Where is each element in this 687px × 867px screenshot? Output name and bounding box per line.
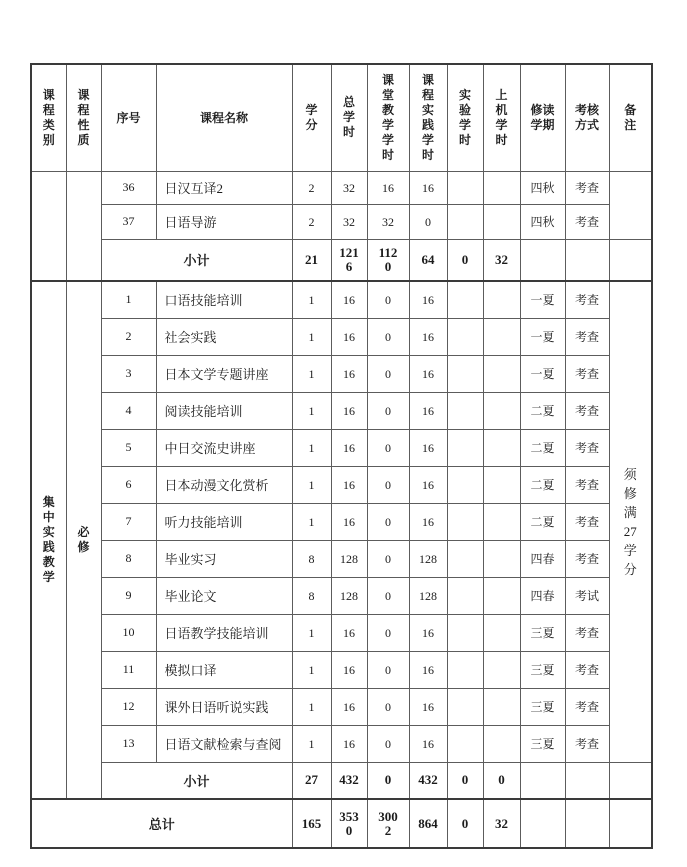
cell-course-name: 毕业论文 bbox=[156, 577, 292, 614]
cell-assessment: 考查 bbox=[565, 725, 609, 762]
cell-total-hours: 16 bbox=[331, 503, 367, 540]
cell-seq: 1 bbox=[101, 281, 156, 318]
cell-seq: 5 bbox=[101, 429, 156, 466]
cell-seq: 8 bbox=[101, 540, 156, 577]
cell-seq: 4 bbox=[101, 392, 156, 429]
cell-assessment: 考查 bbox=[565, 651, 609, 688]
cell-classroom-hours: 32 bbox=[367, 204, 409, 239]
cell-computer-hours bbox=[483, 281, 520, 318]
cell-assessment: 考查 bbox=[565, 281, 609, 318]
cell-credits: 2 bbox=[292, 171, 331, 204]
cell-term bbox=[520, 239, 565, 281]
cell-computer-hours bbox=[483, 614, 520, 651]
cell-lab-hours bbox=[447, 355, 483, 392]
cell-lab-hours bbox=[447, 204, 483, 239]
cell-seq: 10 bbox=[101, 614, 156, 651]
cell-lab-hours bbox=[447, 318, 483, 355]
cell-assessment: 考试 bbox=[565, 577, 609, 614]
cell-term: 四春 bbox=[520, 540, 565, 577]
cell-practice-hours: 16 bbox=[409, 688, 447, 725]
cell-seq: 3 bbox=[101, 355, 156, 392]
cell-course-name: 模拟口译 bbox=[156, 651, 292, 688]
cell-seq: 2 bbox=[101, 318, 156, 355]
cell-lab-hours bbox=[447, 429, 483, 466]
cell-practice-hours: 16 bbox=[409, 392, 447, 429]
table-row bbox=[31, 281, 652, 318]
cell-remark-blank bbox=[609, 762, 652, 799]
cell-credits: 1 bbox=[292, 503, 331, 540]
col-header-category-label: 课程类别 bbox=[42, 87, 55, 147]
cell-term: 三夏 bbox=[520, 651, 565, 688]
cell-total-hours: 128 bbox=[331, 540, 367, 577]
cell-practice-hours: 16 bbox=[409, 466, 447, 503]
cell-total-hours: 432 bbox=[331, 762, 367, 799]
cell-classroom-hours: 0 bbox=[367, 577, 409, 614]
table-row bbox=[31, 540, 652, 577]
col-header-computer-hours-label: 上机学时 bbox=[495, 87, 508, 147]
col-header-remark bbox=[609, 64, 652, 171]
cell-total-hours: 128 bbox=[331, 577, 367, 614]
col-header-credits bbox=[292, 64, 331, 171]
cell-course-name: 日本动漫文化赏析 bbox=[156, 466, 292, 503]
cell-total-hours: 16 bbox=[331, 429, 367, 466]
cell-lab-hours bbox=[447, 614, 483, 651]
cell-credits: 1 bbox=[292, 355, 331, 392]
cell-credits: 1 bbox=[292, 614, 331, 651]
table-row bbox=[31, 171, 652, 204]
cell-course-name: 日汉互译2 bbox=[156, 171, 292, 204]
table-row bbox=[31, 688, 652, 725]
col-header-practice-hours-label: 课程实践学时 bbox=[421, 72, 434, 162]
table-row bbox=[31, 204, 652, 239]
cell-classroom-hours: 0 bbox=[367, 614, 409, 651]
cell-nature bbox=[66, 281, 101, 799]
cell-assessment bbox=[565, 762, 609, 799]
cell-computer-hours bbox=[483, 651, 520, 688]
cell-assessment: 考查 bbox=[565, 318, 609, 355]
cell-term: 一夏 bbox=[520, 355, 565, 392]
grand-total-row bbox=[31, 799, 652, 848]
cell-remark-blank bbox=[609, 799, 652, 848]
cell-classroom-hours: 0 bbox=[367, 725, 409, 762]
subtotal-row-2 bbox=[31, 762, 652, 799]
cell-course-name: 课外日语听说实践 bbox=[156, 688, 292, 725]
cell-assessment: 考查 bbox=[565, 503, 609, 540]
cell-credits: 1 bbox=[292, 725, 331, 762]
cell-practice-hours: 16 bbox=[409, 318, 447, 355]
cell-lab-hours: 0 bbox=[447, 239, 483, 281]
cell-practice-hours: 864 bbox=[409, 799, 447, 848]
cell-credits: 1 bbox=[292, 281, 331, 318]
cell-lab-hours bbox=[447, 392, 483, 429]
category-label: 集中实践教学 bbox=[42, 495, 55, 584]
cell-credits: 165 bbox=[292, 799, 331, 848]
cell-term: 二夏 bbox=[520, 466, 565, 503]
cell-term: 四秋 bbox=[520, 171, 565, 204]
cell-classroom-hours: 0 bbox=[367, 466, 409, 503]
cell-practice-hours: 128 bbox=[409, 577, 447, 614]
cell-computer-hours bbox=[483, 540, 520, 577]
cell-computer-hours bbox=[483, 204, 520, 239]
cell-total-hours: 16 bbox=[331, 614, 367, 651]
cell-credits: 1 bbox=[292, 429, 331, 466]
cell-lab-hours bbox=[447, 651, 483, 688]
cell-lab-hours bbox=[447, 281, 483, 318]
cell-total-hours: 16 bbox=[331, 355, 367, 392]
col-header-total-hours-label: 总学时 bbox=[342, 95, 355, 140]
cell-classroom-hours: 0 bbox=[367, 355, 409, 392]
cell-practice-hours: 16 bbox=[409, 503, 447, 540]
subtotal-label: 小计 bbox=[101, 762, 292, 799]
table-row bbox=[31, 503, 652, 540]
cell-total-hours: 16 bbox=[331, 651, 367, 688]
table-row bbox=[31, 577, 652, 614]
col-header-category bbox=[31, 64, 66, 171]
grand-total-label: 总计 bbox=[31, 799, 292, 848]
table-row bbox=[31, 725, 652, 762]
table-row bbox=[31, 392, 652, 429]
cell-credits: 8 bbox=[292, 540, 331, 577]
cell-total-hours: 16 bbox=[331, 725, 367, 762]
cell-category bbox=[31, 281, 66, 799]
cell-assessment: 考查 bbox=[565, 204, 609, 239]
cell-practice-hours: 432 bbox=[409, 762, 447, 799]
curriculum-table bbox=[30, 63, 653, 849]
cell-classroom-hours: 0 bbox=[367, 318, 409, 355]
cell-practice-hours: 64 bbox=[409, 239, 447, 281]
cell-computer-hours bbox=[483, 392, 520, 429]
cell-computer-hours bbox=[483, 503, 520, 540]
cell-term: 四秋 bbox=[520, 204, 565, 239]
cell-seq: 6 bbox=[101, 466, 156, 503]
cell-term: 三夏 bbox=[520, 688, 565, 725]
cell-term: 二夏 bbox=[520, 392, 565, 429]
cell-nature-blank bbox=[66, 171, 101, 281]
cell-credits: 21 bbox=[292, 239, 331, 281]
cell-credits: 1 bbox=[292, 318, 331, 355]
cell-lab-hours bbox=[447, 688, 483, 725]
cell-classroom-hours: 0 bbox=[367, 392, 409, 429]
cell-total-hours: 1216 bbox=[331, 239, 367, 281]
cell-category-blank bbox=[31, 171, 66, 281]
cell-practice-hours: 16 bbox=[409, 725, 447, 762]
cell-computer-hours bbox=[483, 318, 520, 355]
cell-classroom-hours: 0 bbox=[367, 651, 409, 688]
cell-assessment: 考查 bbox=[565, 466, 609, 503]
cell-computer-hours: 32 bbox=[483, 799, 520, 848]
cell-course-name: 社会实践 bbox=[156, 318, 292, 355]
cell-total-hours: 32 bbox=[331, 171, 367, 204]
cell-seq: 13 bbox=[101, 725, 156, 762]
cell-assessment bbox=[565, 799, 609, 848]
nature-label: 必修 bbox=[77, 525, 90, 554]
cell-total-hours: 16 bbox=[331, 392, 367, 429]
table-row bbox=[31, 614, 652, 651]
cell-credits: 2 bbox=[292, 204, 331, 239]
cell-classroom-hours: 16 bbox=[367, 171, 409, 204]
cell-classroom-hours: 0 bbox=[367, 503, 409, 540]
cell-credits: 1 bbox=[292, 688, 331, 725]
cell-remark bbox=[609, 281, 652, 762]
cell-lab-hours bbox=[447, 540, 483, 577]
cell-term bbox=[520, 799, 565, 848]
cell-term bbox=[520, 762, 565, 799]
cell-practice-hours: 16 bbox=[409, 614, 447, 651]
col-header-practice-hours bbox=[409, 64, 447, 171]
cell-seq: 12 bbox=[101, 688, 156, 725]
cell-course-name: 日语导游 bbox=[156, 204, 292, 239]
col-header-credits-label: 学分 bbox=[305, 102, 318, 132]
cell-seq: 11 bbox=[101, 651, 156, 688]
col-header-lab-hours bbox=[447, 64, 483, 171]
cell-lab-hours bbox=[447, 577, 483, 614]
cell-credits: 1 bbox=[292, 392, 331, 429]
col-header-remark-label: 备注 bbox=[624, 102, 637, 132]
cell-classroom-hours: 0 bbox=[367, 762, 409, 799]
col-header-classroom-hours-label: 课堂教学学时 bbox=[381, 72, 394, 162]
cell-remark-blank bbox=[609, 239, 652, 281]
cell-term: 四春 bbox=[520, 577, 565, 614]
cell-practice-hours: 16 bbox=[409, 281, 447, 318]
col-header-total-hours bbox=[331, 64, 367, 171]
cell-lab-hours: 0 bbox=[447, 762, 483, 799]
cell-practice-hours: 128 bbox=[409, 540, 447, 577]
col-header-nature-label: 课程性质 bbox=[77, 87, 90, 147]
cell-course-name: 听力技能培训 bbox=[156, 503, 292, 540]
cell-assessment: 考查 bbox=[565, 429, 609, 466]
cell-practice-hours: 16 bbox=[409, 355, 447, 392]
cell-computer-hours bbox=[483, 577, 520, 614]
cell-computer-hours bbox=[483, 171, 520, 204]
subtotal-label: 小计 bbox=[101, 239, 292, 281]
cell-credits: 27 bbox=[292, 762, 331, 799]
col-header-classroom-hours bbox=[367, 64, 409, 171]
cell-computer-hours: 32 bbox=[483, 239, 520, 281]
subtotal-row-1 bbox=[31, 239, 652, 281]
cell-assessment: 考查 bbox=[565, 392, 609, 429]
table-row bbox=[31, 429, 652, 466]
cell-lab-hours bbox=[447, 466, 483, 503]
cell-remark-blank bbox=[609, 171, 652, 239]
table-row bbox=[31, 355, 652, 392]
cell-term: 一夏 bbox=[520, 318, 565, 355]
cell-term: 三夏 bbox=[520, 725, 565, 762]
cell-course-name: 日语文献检索与查阅 bbox=[156, 725, 292, 762]
cell-total-hours: 16 bbox=[331, 466, 367, 503]
table-row bbox=[31, 318, 652, 355]
table-row bbox=[31, 466, 652, 503]
col-header-nature bbox=[66, 64, 101, 171]
cell-assessment: 考查 bbox=[565, 171, 609, 204]
cell-seq: 9 bbox=[101, 577, 156, 614]
cell-seq: 36 bbox=[101, 171, 156, 204]
cell-total-hours: 32 bbox=[331, 204, 367, 239]
cell-computer-hours bbox=[483, 725, 520, 762]
cell-computer-hours bbox=[483, 466, 520, 503]
cell-classroom-hours: 0 bbox=[367, 540, 409, 577]
col-header-lab-hours-label: 实验学时 bbox=[458, 87, 471, 147]
cell-computer-hours bbox=[483, 688, 520, 725]
col-header-course-name: 课程名称 bbox=[156, 64, 292, 171]
cell-total-hours: 3530 bbox=[331, 799, 367, 848]
cell-lab-hours bbox=[447, 171, 483, 204]
header-row bbox=[31, 64, 652, 171]
cell-classroom-hours: 1120 bbox=[367, 239, 409, 281]
cell-seq: 37 bbox=[101, 204, 156, 239]
col-header-assessment-label: 考核方式 bbox=[574, 102, 599, 132]
cell-course-name: 日本文学专题讲座 bbox=[156, 355, 292, 392]
cell-classroom-hours: 0 bbox=[367, 429, 409, 466]
cell-lab-hours: 0 bbox=[447, 799, 483, 848]
cell-assessment bbox=[565, 239, 609, 281]
cell-course-name: 毕业实习 bbox=[156, 540, 292, 577]
col-header-term-label: 修读学期 bbox=[530, 102, 555, 132]
col-header-no: 序号 bbox=[101, 64, 156, 171]
cell-credits: 1 bbox=[292, 651, 331, 688]
cell-course-name: 中日交流史讲座 bbox=[156, 429, 292, 466]
cell-computer-hours bbox=[483, 355, 520, 392]
col-header-computer-hours bbox=[483, 64, 520, 171]
cell-term: 二夏 bbox=[520, 429, 565, 466]
cell-course-name: 口语技能培训 bbox=[156, 281, 292, 318]
cell-assessment: 考查 bbox=[565, 355, 609, 392]
cell-term: 二夏 bbox=[520, 503, 565, 540]
cell-credits: 1 bbox=[292, 466, 331, 503]
cell-practice-hours: 16 bbox=[409, 651, 447, 688]
col-header-assessment bbox=[565, 64, 609, 171]
cell-assessment: 考查 bbox=[565, 688, 609, 725]
cell-credits: 8 bbox=[292, 577, 331, 614]
cell-computer-hours: 0 bbox=[483, 762, 520, 799]
remark-label: 须修满27学分 bbox=[623, 466, 637, 577]
cell-classroom-hours: 3002 bbox=[367, 799, 409, 848]
cell-computer-hours bbox=[483, 429, 520, 466]
cell-classroom-hours: 0 bbox=[367, 281, 409, 318]
cell-total-hours: 16 bbox=[331, 281, 367, 318]
cell-course-name: 日语教学技能培训 bbox=[156, 614, 292, 651]
cell-assessment: 考查 bbox=[565, 540, 609, 577]
cell-lab-hours bbox=[447, 503, 483, 540]
cell-practice-hours: 16 bbox=[409, 171, 447, 204]
cell-course-name: 阅读技能培训 bbox=[156, 392, 292, 429]
cell-lab-hours bbox=[447, 725, 483, 762]
cell-practice-hours: 0 bbox=[409, 204, 447, 239]
cell-assessment: 考查 bbox=[565, 614, 609, 651]
cell-practice-hours: 16 bbox=[409, 429, 447, 466]
cell-term: 一夏 bbox=[520, 281, 565, 318]
cell-total-hours: 16 bbox=[331, 688, 367, 725]
cell-total-hours: 16 bbox=[331, 318, 367, 355]
col-header-term bbox=[520, 64, 565, 171]
cell-term: 三夏 bbox=[520, 614, 565, 651]
table-row bbox=[31, 651, 652, 688]
cell-seq: 7 bbox=[101, 503, 156, 540]
cell-classroom-hours: 0 bbox=[367, 688, 409, 725]
